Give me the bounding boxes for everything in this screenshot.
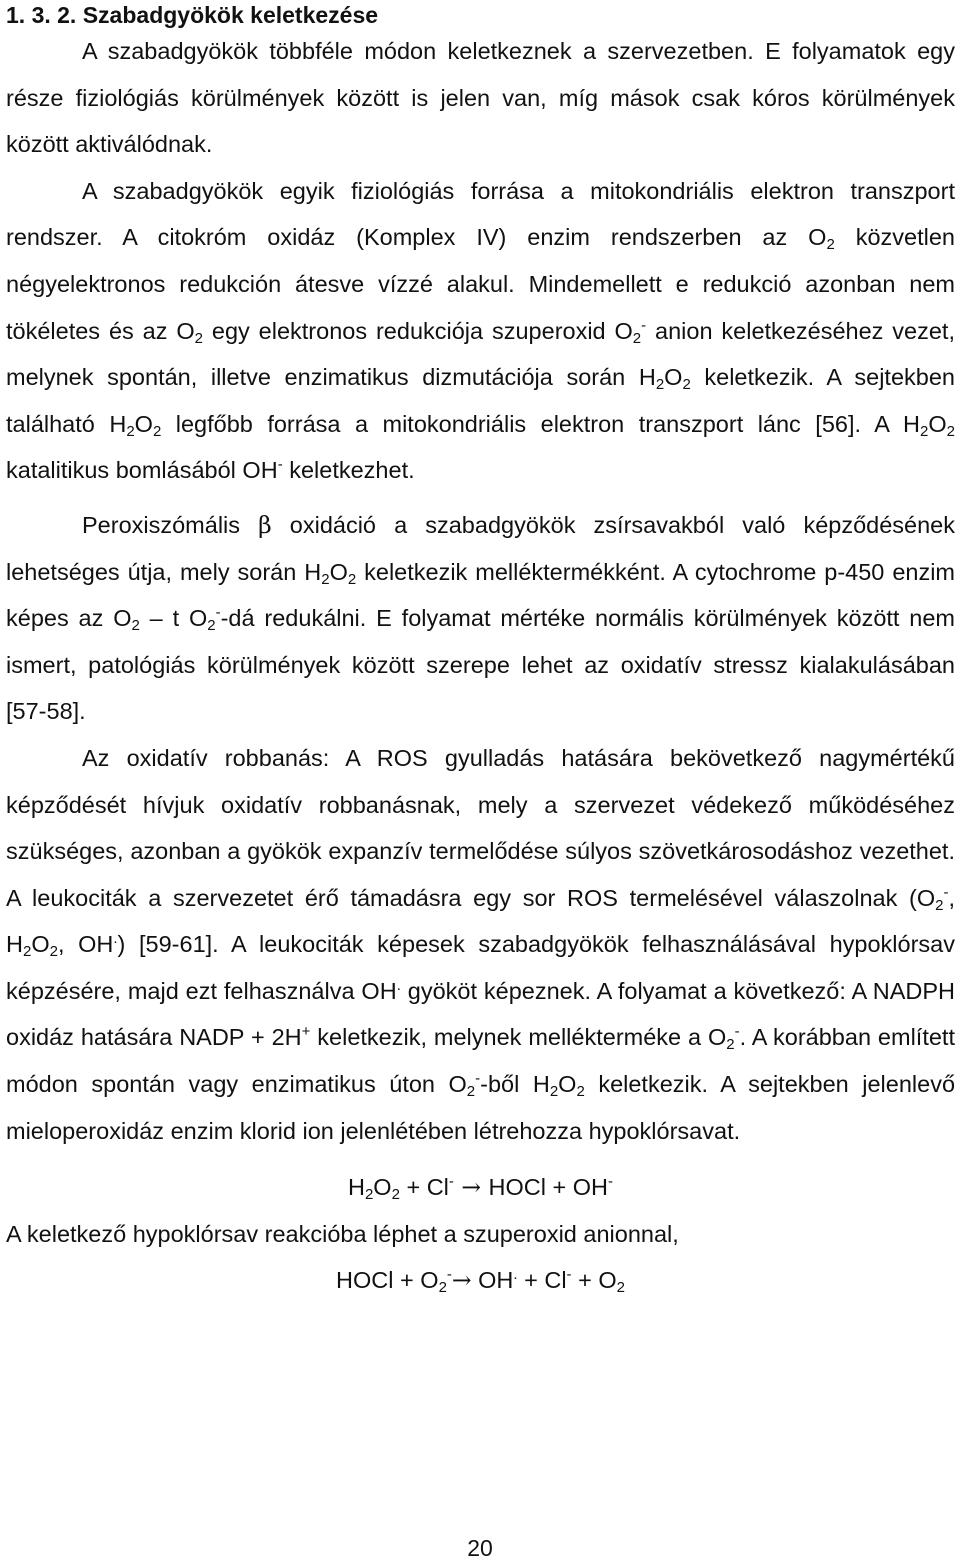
arrow-icon: → (451, 1266, 472, 1295)
arrow-icon: → (453, 1173, 489, 1202)
beta-symbol: β (258, 510, 272, 539)
paragraph-mitochondria: A szabadgyökök egyik fiziológiás forrása a mitokondriális elektron transzport rendszer. A citokróm oxidáz (Komplex IV) enzim rendszerben az $O_2$ közvetlen négyelektronos redukción átesve vízzé alakul. Mindemellett e redukció azonban nem tökéletes és az $O_2$ egy elektronos redukciója szuperoxid $O_2^-$ anion keletkezéséhez vezet, melynek spontán, illetve enzimatikus dizmutációja során $H_2O_2$ keletkezik. A sejtekben található $H_2O_2$ legfőbb forrása a mitokondriális elektron transzport lánc [56]. A $H_2O_2$ katalitikus bomlásából OH- keletkezhet. (6, 177, 955, 484)
paragraph-peroxisomal: Peroxiszómális β oxidáció a szabadgyökök zsírsavakból való képződésének lehetséges útja, mely során $H_2O_2$ keletkezik melléktermékként. A cytochrome p-450 enzim képes az $O_2$ – t $O_2^--dá$ redukálni. E folyamat mértéke normális körülmények között nem ismert, patológiás körülmények között szerepe lehet az oxidatív stressz kialakulásában [57-58]. (6, 510, 956, 725)
equation-hocl-formation: $H_2O_2 + Cl^-$ → HOCl + OH- (347, 1173, 614, 1204)
page-number: 20 (467, 1535, 493, 1561)
section-heading: 1. 3. 2. Szabadgyökök keletkezése (6, 2, 379, 28)
paragraph-oxidative-burst: Az oxidatív robbanás: A ROS gyulladás hatására bekövetkező nagymértékű képződését hívjuk oxidatív robbanásnak, mely a szervezet védekező működéséhez szükséges, azonban a gyökök expanzív termelődése súlyos szövetkárosodáshoz vezethet. A leukociták a szervezetet érő támadásra egy sor ROS termelésével válaszolnak ($O_2^-$, $H_2O_2$, OH.) [59-61]. A leukociták képesek szabadgyökök felhasználásával hypoklórsav képzésére, majd ezt felhasználva OH. gyököt képeznek. A folyamat a következő: A NADPH oxidáz hatására NADP + 2H+ keletkezik, melynek mellékterméke a $O_2^-$. A korábban említett módon spontán vagy enzimatikus úton $O_2^-$-ből $H_2O_2$ keletkezik. A sejtekben jelenlevő mieloperoxidáz enzim klorid ion jelenlétében létrehozza hypoklórsavat. (6, 744, 956, 1144)
equation-superoxide-reaction: HOCl + $O_2^-\to OH^. + Cl^- + O_2$ (336, 1266, 625, 1297)
paragraph-hypochlorite: A keletkező hypoklórsav reakcióba léphet a szuperoxid anionnal, (6, 1220, 679, 1247)
document-page (6, 0, 955, 1304)
paragraph-intro: A szabadgyökök többféle módon keletkeznek a szervezetben. E folyamatok egy része fiziológiás körülmények között is jelen van, míg mások csak kóros körülmények között aktiválódnak. (6, 38, 955, 158)
